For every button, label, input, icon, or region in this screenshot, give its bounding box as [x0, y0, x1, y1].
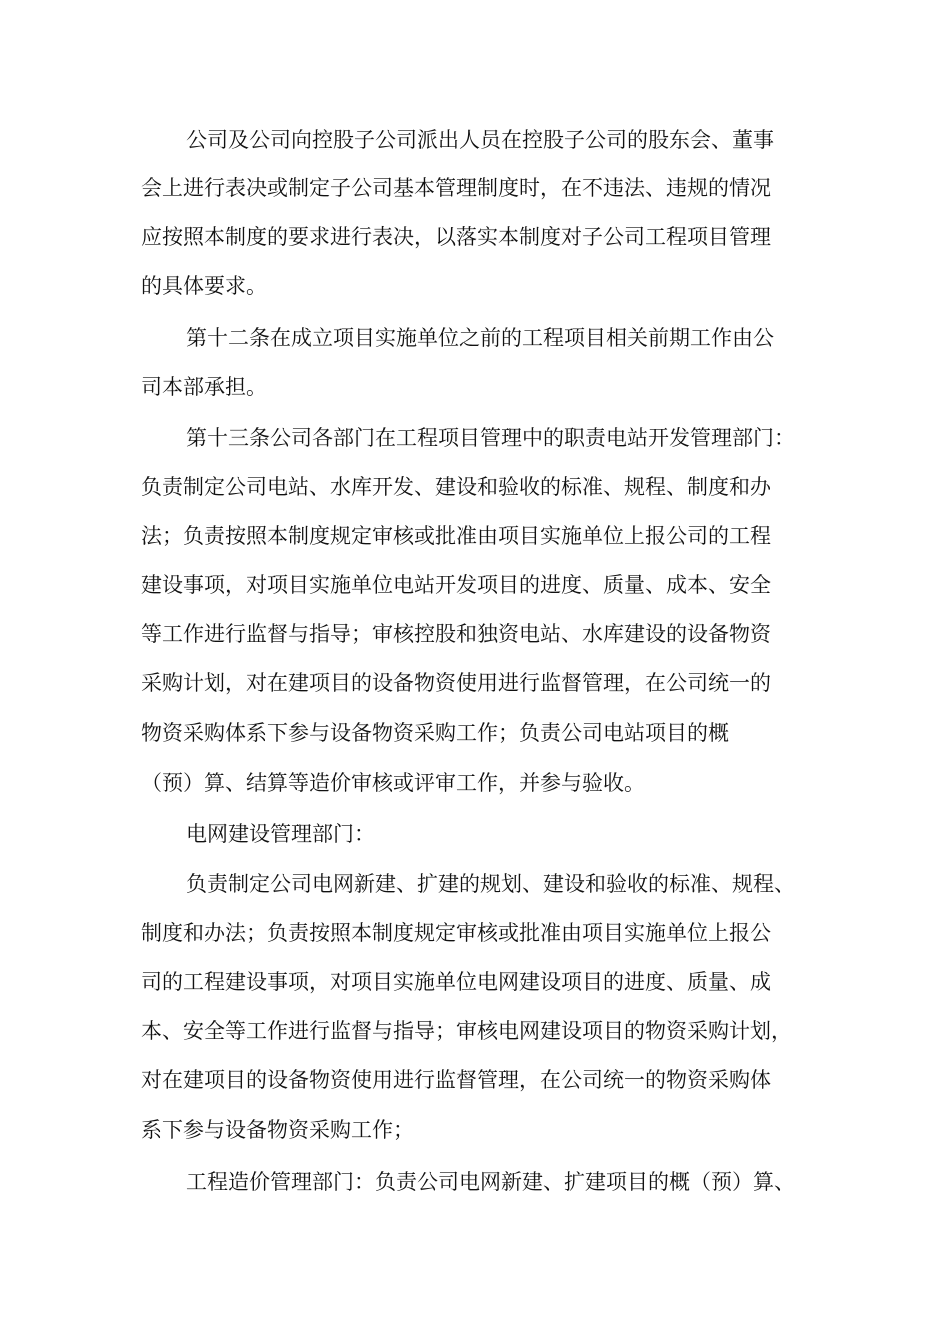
paragraph-line: 会上进行表决或制定子公司基本管理制度时，在不违法、违规的情况 — [141, 176, 771, 200]
paragraph-line: 负责制定公司电网新建、扩建的规划、建设和验收的标准、规程、 — [186, 872, 795, 896]
paragraph-line: 的具体要求。 — [141, 274, 267, 298]
paragraph-line: 工程造价管理部门：负责公司电网新建、扩建项目的概（预）算、 — [186, 1170, 795, 1194]
paragraph-line: 负责制定公司电站、水库开发、建设和验收的标准、规程、制度和办 — [141, 475, 771, 499]
paragraph-line: 电网建设管理部门： — [186, 822, 375, 846]
paragraph-line: 司的工程建设事项，对项目实施单位电网建设项目的进度、质量、成 — [141, 970, 771, 994]
paragraph-line: 本、安全等工作进行监督与指导；审核电网建设项目的物资采购计划， — [141, 1019, 792, 1043]
paragraph-line: 第十二条在成立项目实施单位之前的工程项目相关前期工作由公 — [186, 326, 774, 350]
paragraph-line: 采购计划，对在建项目的设备物资使用进行监督管理，在公司统一的 — [141, 671, 771, 695]
paragraph-line: 系下参与设备物资采购工作； — [141, 1118, 414, 1142]
paragraph-line: 法；负责按照本制度规定审核或批准由项目实施单位上报公司的工程 — [141, 524, 771, 548]
paragraph-line: 应按照本制度的要求进行表决，以落实本制度对子公司工程项目管理 — [141, 225, 771, 249]
paragraph-line: 制度和办法；负责按照本制度规定审核或批准由项目实施单位上报公 — [141, 921, 771, 945]
paragraph-line: 对在建项目的设备物资使用进行监督管理，在公司统一的物资采购体 — [141, 1068, 771, 1092]
paragraph-line: （预）算、结算等造价审核或评审工作，并参与验收。 — [141, 771, 645, 795]
paragraph-line: 司本部承担。 — [141, 375, 267, 399]
paragraph-line: 等工作进行监督与指导；审核控股和独资电站、水库建设的设备物资 — [141, 622, 771, 646]
paragraph-line: 第十三条公司各部门在工程项目管理中的职责电站开发管理部门： — [186, 426, 795, 450]
paragraph-line: 建设事项，对项目实施单位电站开发项目的进度、质量、成本、安全 — [141, 573, 771, 597]
paragraph-line: 公司及公司向控股子公司派出人员在控股子公司的股东会、董事 — [186, 128, 774, 152]
paragraph-line: 物资采购体系下参与设备物资采购工作；负责公司电站项目的概 — [141, 721, 729, 745]
